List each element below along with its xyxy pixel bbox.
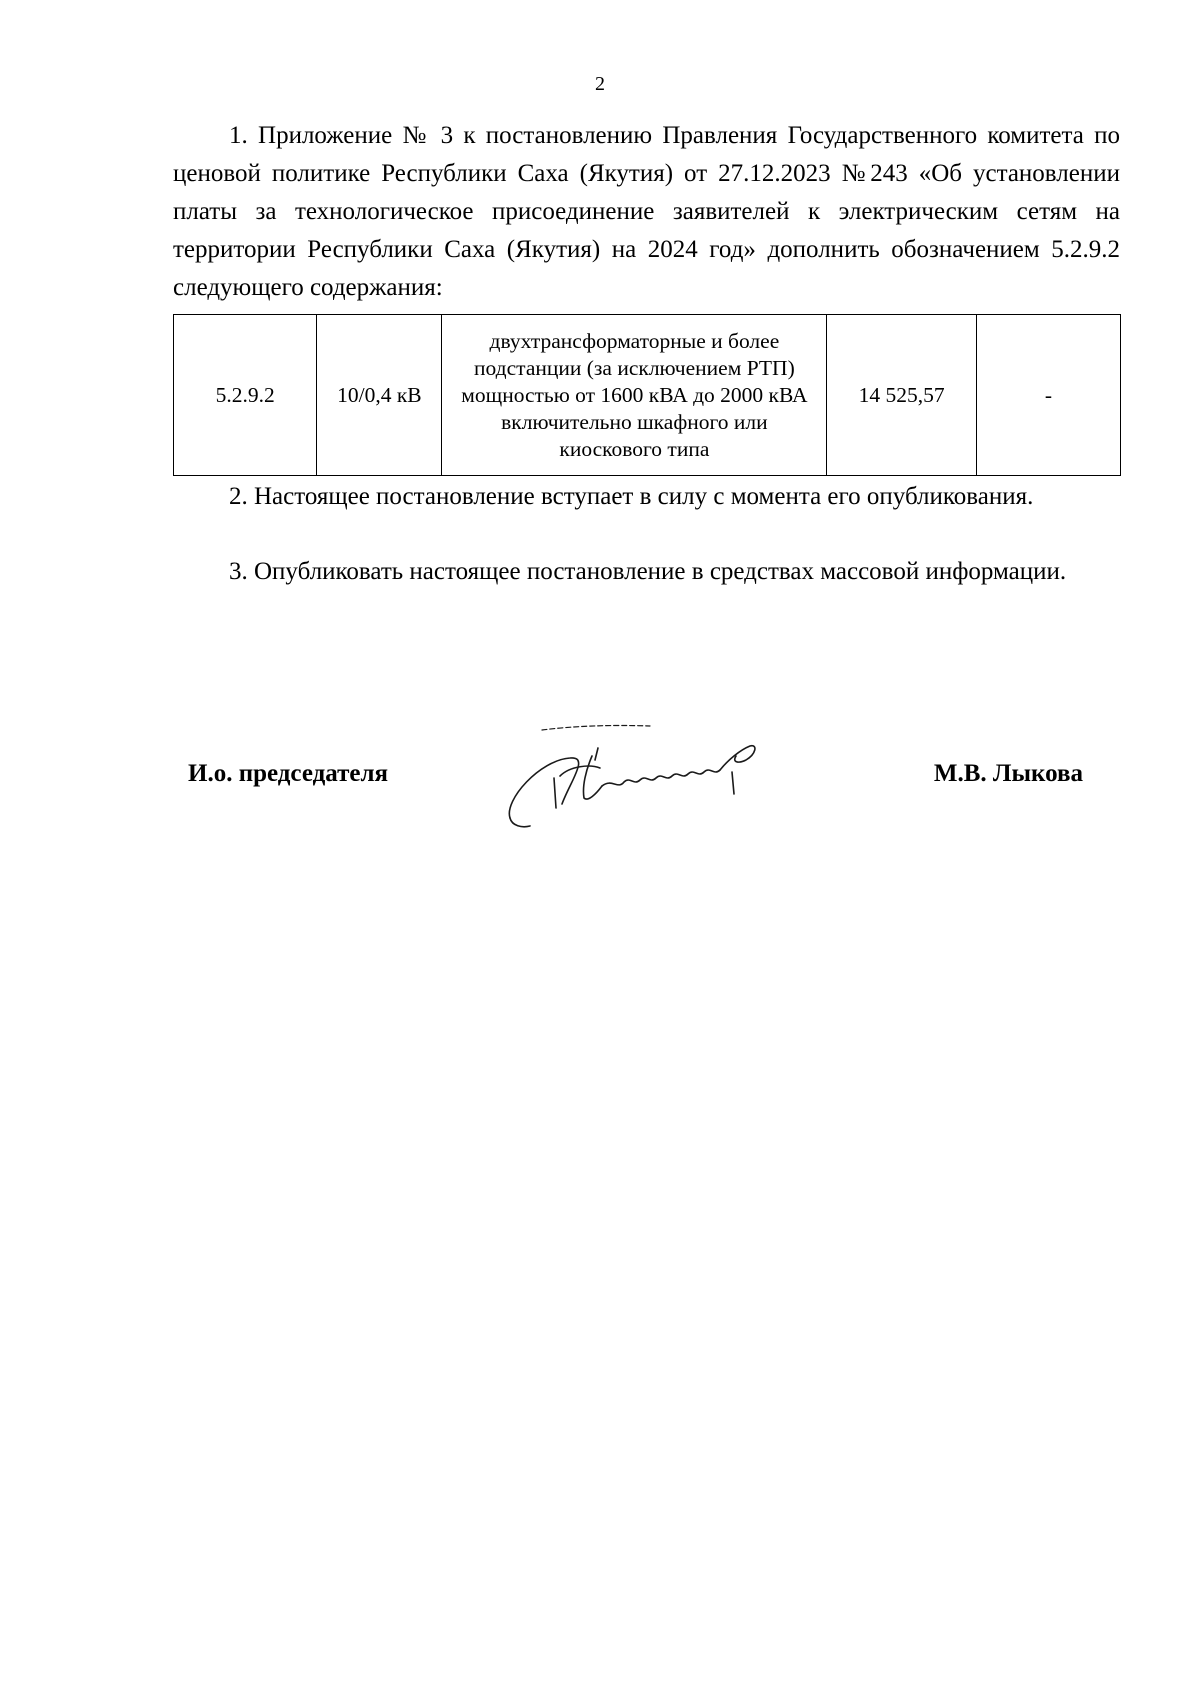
position-title: И.о. председателя <box>188 760 389 787</box>
cell-voltage: 10/0,4 кВ <box>317 315 442 476</box>
cell-description: двухтрансформаторные и более подстанции (за исключением РТП) мощностью от 1600 кВА до 2000 кВА включительно шкафного или киоскового типа <box>442 315 827 476</box>
page-number: 2 <box>595 73 605 95</box>
cell-extra: - <box>976 315 1120 476</box>
signer-name: М.В. Лыкова <box>933 760 1083 787</box>
paragraph-3: 3. Опубликовать настоящее постановление в средствах массовой информации. <box>229 558 1067 585</box>
handwritten-signature <box>500 720 800 830</box>
cell-value: 14 525,57 <box>827 315 976 476</box>
paragraph-1: 1. Приложение № 3 к постановлению Правления Государственного комитета по ценовой политике Республики Саха (Якутия) от 27.12.2023 №243 «Об установлении платы за технологическое присоединение заявителей к электрическим сетям на территории Республики Саха (Якутия) на 2024 год» дополнить обозначением 5.2.9.2 следующего содержания: <box>173 122 1120 301</box>
paragraph-2: 2. Настоящее постановление вступает в силу с момента его опубликования. <box>229 483 1034 510</box>
table-row <box>174 315 1121 476</box>
cell-code: 5.2.9.2 <box>174 315 317 476</box>
tariff-table <box>173 314 1121 476</box>
